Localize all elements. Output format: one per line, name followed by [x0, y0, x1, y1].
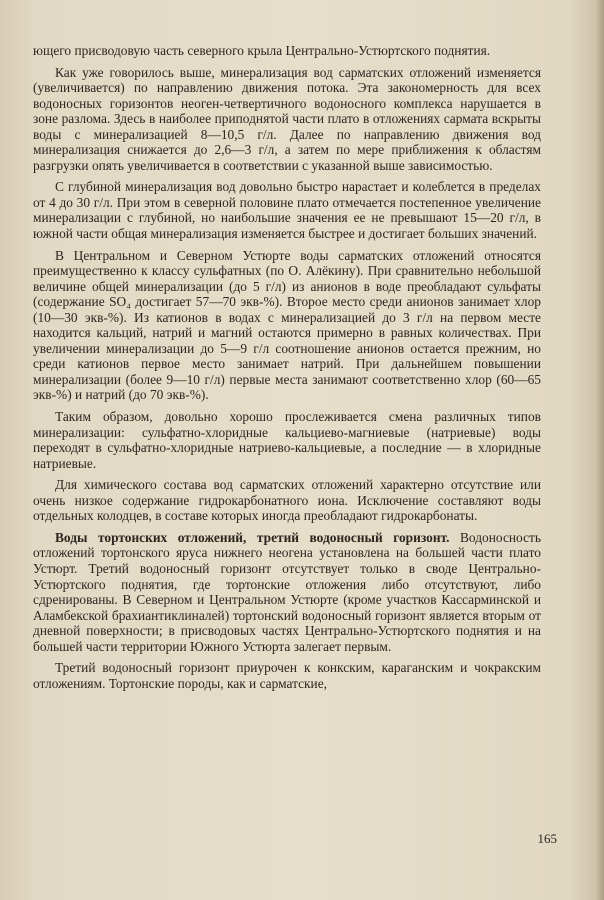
paragraph-hydrocarbonate: Для химического состава вод сарматских отложений характерно отсутствие или очень низкое содержание гидрокарбонатного иона. Исключение составляют воды отдельных колодцев, в составе которых иногда преобладают гидрокарбонаты. [33, 477, 541, 524]
paragraph-mineralization-types: Таким образом, довольно хорошо прослеживается смена различных типов минерализации: сульфатно-хлоридные кальциево-магниевые (натриевые) воды переходят в сульфатно-хлоридные натриево-кальциевые, а последние — в хлоридные натриевые. [33, 409, 541, 471]
page-edge-shadow [596, 0, 604, 900]
paragraph-sulfate-class: В Центральном и Северном Устюрте воды сарматских отложений относятся преимущественно к классу сульфатных (по О. Алёкину). При сравнительно небольшой величине общей минерализации (до 5 г/л) из анионов в воде преобладают сульфаты (содержание SO₄ достигает 57—70 экв-%). Второе место среди анионов занимает хлор (10—30 экв-%). Из катионов в водах с минерализацией до 3 г/л на первом месте находится кальций, натрий и магний остаются примерно в равных количествах. При увеличении минерализации до 5—9 г/л соотношение анионов остается прежним, но среди катионов первое место занимает натрий. При дальнейшем повышении минерализации (более 9—10 г/л) первые места занимают соответственно хлор (60—65 экв-%) и натрий (до 70 экв-%). [33, 247, 541, 403]
paragraph-continuation: ющего присводовую часть северного крыла Центрально-Устюртского поднятия. [33, 43, 491, 58]
page-text [33, 43, 541, 691]
paragraph-mineralization-direction: Как уже говорилось выше, минерализация вод сарматских отложений изменяется (увеличивается) по направлению движения потока. Эта закономерность для всех водоносных горизонтов неоген-четвертичного водоносного комплекса нарушается в зоне разлома. Здесь в наиболее приподнятой части плато в отложениях сармата вскрыты воды с минерализацией 8—10,5 г/л. Далее по направлению движения вод минерализация снижается до 2,6—3 г/л, а затем по мере приближения к областям разгрузки опять увеличивается в соответствии с указанной выше зависимостью. [33, 64, 541, 173]
section-heading-body: Водоносность отложений тортонского яруса нижнего неогена установлена на большей части плато Устюрт. Третий водоносный горизонт отсутствует только в своде Центрально-Устюртского поднятия, где тортонские отложения либо отсутствуют, либо сдренированы. В Северном и Центральном Устюрте (кроме участков Кассарминской и Аламбекской брахиантиклиналей) тортонский водоносный горизонт является вторым от дневной поверхности; в присводовых частях Центрально-Устюртского поднятия и на большей части территории Южного Устюрта залегает первым. [33, 529, 541, 654]
paragraph-third-aquifer: Третий водоносный горизонт приурочен к конкским, караганским и чокракским отложениям. Тортонские породы, как и сарматские, [33, 660, 541, 691]
paragraph-tortonian-waters [33, 530, 541, 654]
paragraph-mineralization-depth: С глубиной минерализация вод довольно быстро нарастает и колеблется в пределах от 4 до 30 г/л. При этом в северной половине плато отмечается постепенное увеличение минерализации с глубиной, но наибольшие значения ее не превышают 15—20 г/л, в южной части общая минерализация изменяется быстрее и достигает больших значений. [33, 179, 541, 242]
page-number: 165 [537, 831, 557, 846]
section-heading: Воды тортонских отложений, третий водоносный горизонт. [55, 529, 450, 545]
